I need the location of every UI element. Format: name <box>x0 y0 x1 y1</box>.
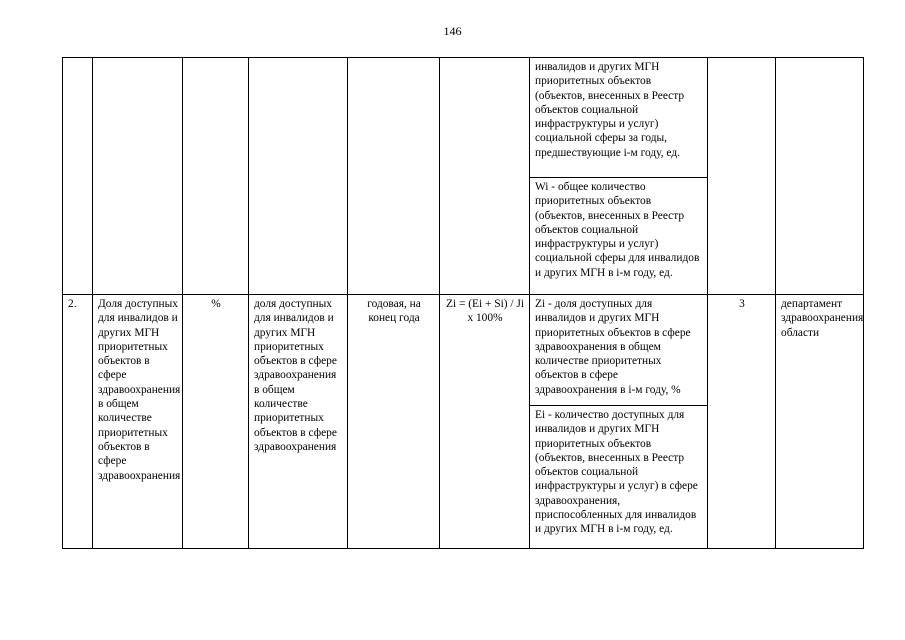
cell-definition: доля доступных для инвалидов и других МГН приоритетных объектов в сфере здравоохранения в общем количестве приоритетных объектов в сфере здравоохранения <box>249 295 348 549</box>
cell-name-empty <box>93 58 183 295</box>
cell-number: 2. <box>63 295 93 549</box>
cell-method: 3 <box>708 295 776 549</box>
cell-num-empty <box>63 58 93 295</box>
cell-responsible-empty <box>776 58 864 295</box>
cell-variable-description: инвалидов и других МГН приоритетных объектов (объектов, внесенных в Реестр объектов социальной инфраструктуры и услуг) социальной сферы за годы, предшествующие i-м году, ед. <box>530 58 708 178</box>
table-row-indicator-2 <box>63 295 864 406</box>
cell-unit-empty <box>183 58 249 295</box>
cell-variable-description: Wi - общее количество приоритетных объектов (объектов, внесенных в Реестр объектов социальной инфраструктуры и услуг) социальной сферы для инвалидов и других МГН в i-м году, ед. <box>530 178 708 295</box>
table-row-continued-1 <box>63 58 864 178</box>
cell-method-empty <box>708 58 776 295</box>
indicators-table <box>62 57 864 549</box>
cell-variable-description: Ei - количество доступных для инвалидов и других МГН приоритетных объектов (объектов, внесенных в Реестр объектов социальной инфраструктуры и услуг) в сфере здравоохранения, приспособленных для инвалидов и других МГН в i-м году, ед. <box>530 406 708 549</box>
cell-variable-description: Zi - доля доступных для инвалидов и других МГН приоритетных объектов в сфере здравоохранения в общем количестве приоритетных объектов в сфере здравоохранения в i-м году, % <box>530 295 708 406</box>
cell-unit: % <box>183 295 249 549</box>
page-number: 146 <box>443 24 462 38</box>
cell-formula: Zi = (Ei + Si) / Ji x 100% <box>440 295 530 549</box>
cell-periodicity-empty <box>348 58 440 295</box>
cell-responsible: департамент здравоохранения области <box>776 295 864 549</box>
cell-formula-empty <box>440 58 530 295</box>
cell-definition-empty <box>249 58 348 295</box>
cell-indicator-name: Доля доступных для инвалидов и других МГН приоритетных объектов в сфере здравоохранения в общем количестве приоритетных объектов в сфере здравоохранения <box>93 295 183 549</box>
cell-periodicity: годовая, на конец года <box>348 295 440 549</box>
